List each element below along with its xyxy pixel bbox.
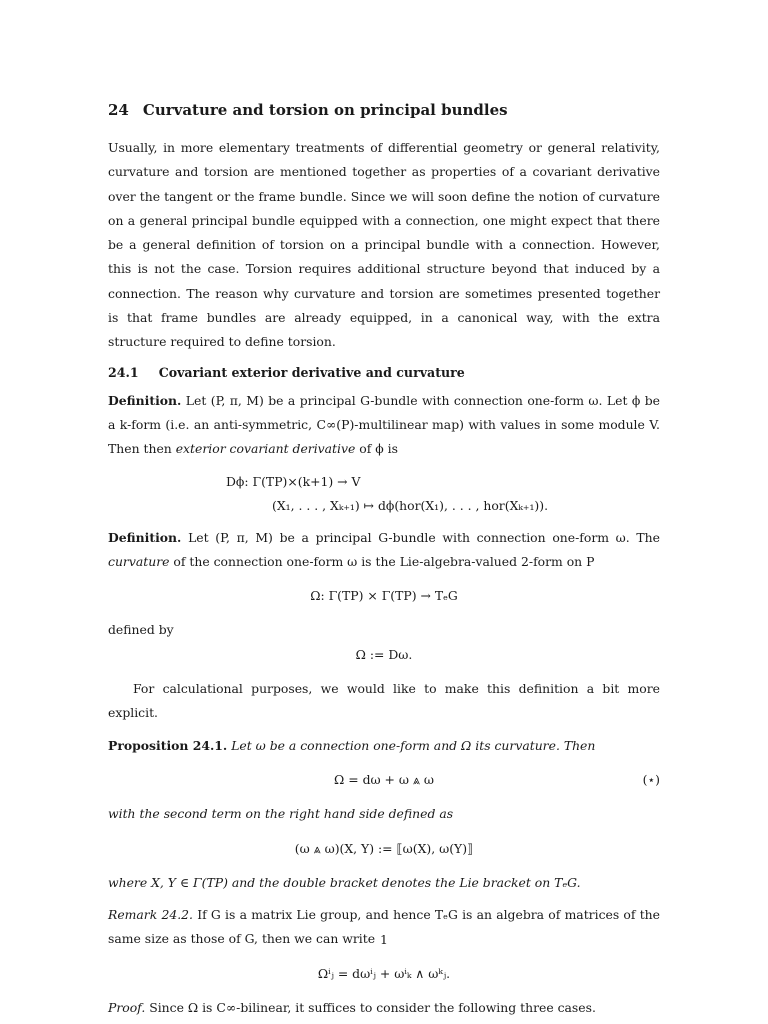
section-heading xyxy=(108,100,660,120)
proposition xyxy=(108,734,660,758)
equation-tag: (⋆) xyxy=(642,771,660,787)
definition-text-end: of ϕ is xyxy=(355,441,398,457)
display-equation-curvature-def: Ω := Dω. xyxy=(355,646,413,662)
remark-text: If G is a matrix Lie group, and hence TₑG is an algebra of matrices of the same size as those of G, then we can write xyxy=(108,907,660,947)
proposition-text-end: where X, Y ∈ Γ(TP) and the double bracket denotes the Lie bracket on TₑG. xyxy=(108,874,581,890)
defined-by-text: defined by xyxy=(108,622,174,638)
display-equation-covariant-derivative xyxy=(226,470,660,518)
proposition-label: Proposition 24.1. xyxy=(108,737,228,753)
display-line: (X₁, . . . , Xₖ₊₁) ↦ dϕ(hor(X₁), . . . , hor(Xₖ₊₁)). xyxy=(272,497,549,513)
proof-label: Proof. xyxy=(108,1000,146,1016)
proof-text: Since Ω is C∞-bilinear, it suffices to consider the following three cases. xyxy=(149,1000,596,1016)
calculation-note: For calculational purposes, we would like to make this definition a bit more explicit. xyxy=(108,681,660,721)
subsection-number: 24.1 xyxy=(108,364,139,380)
page-content xyxy=(108,100,660,1020)
proof xyxy=(108,996,660,1020)
definition-curvature xyxy=(108,526,660,575)
display-equation-matrix-curvature: Ωⁱⱼ = dωⁱⱼ + ωⁱₖ ∧ ωᵏⱼ. xyxy=(317,965,451,981)
section-title: Curvature and torsion on principal bundles xyxy=(142,101,508,119)
definition-term: exterior covariant derivative xyxy=(175,441,356,457)
proposition-text: Let ω be a connection one-form and Ω its curvature. Then xyxy=(231,737,596,753)
definition-text: Let (P, π, M) be a principal G-bundle with connection one-form ω. The xyxy=(188,529,660,545)
subsection-title: Covariant exterior derivative and curvature xyxy=(158,364,465,380)
subsection-heading xyxy=(108,363,660,383)
definition-label: Definition. xyxy=(108,392,182,408)
section-number: 24 xyxy=(108,101,129,119)
equation: Ω = dω + ω ⩓ ω xyxy=(334,771,434,787)
display-equation-wedge-bracket: (ω ⩓ ω)(X, Y) := ⟦ω(X), ω(Y)⟧ xyxy=(294,840,474,856)
proposition-text-continued: with the second term on the right hand side defined as xyxy=(108,806,454,822)
intro-paragraph: Usually, in more elementary treatments of differential geometry or general relativity, curvature and torsion are mentioned together as properties of a covariant derivative over the tangent or the frame bundle. Since we will soon define the notion of curvature on a general principal bundle equipped with a connection, one might expect that there be a general definition of torsion on a principal bundle with a connection. However, this is not the case. Torsion requires additional structure beyond that induced by a connection. The reason why curvature and torsion are sometimes presented together is that frame bundles are already equipped, in a canonical way, with the extra structure required to define torsion. xyxy=(108,140,660,350)
definition-exterior-derivative xyxy=(108,389,660,462)
page-number: 1 xyxy=(380,932,388,947)
definition-term: curvature xyxy=(108,553,170,569)
definition-label: Definition. xyxy=(108,529,182,545)
display-equation-curvature-map: Ω: Γ(TP) × Γ(TP) → TₑG xyxy=(310,588,458,604)
remark-label: Remark 24.2. xyxy=(108,907,193,923)
definition-text-end: of the connection one-form ω is the Lie-algebra-valued 2-form on P xyxy=(169,553,595,569)
definition-text: Let (P, π, M) be a principal G-bundle with connection one-form ω. Let ϕ be a k-form (i.e. an anti-symmetric, C∞(P)-multilinear map) with values in some module V. Then then xyxy=(108,392,660,457)
display-equation-structure xyxy=(108,768,660,792)
display-line: Dϕ: Γ(TP)×(k+1) → V xyxy=(226,473,361,489)
